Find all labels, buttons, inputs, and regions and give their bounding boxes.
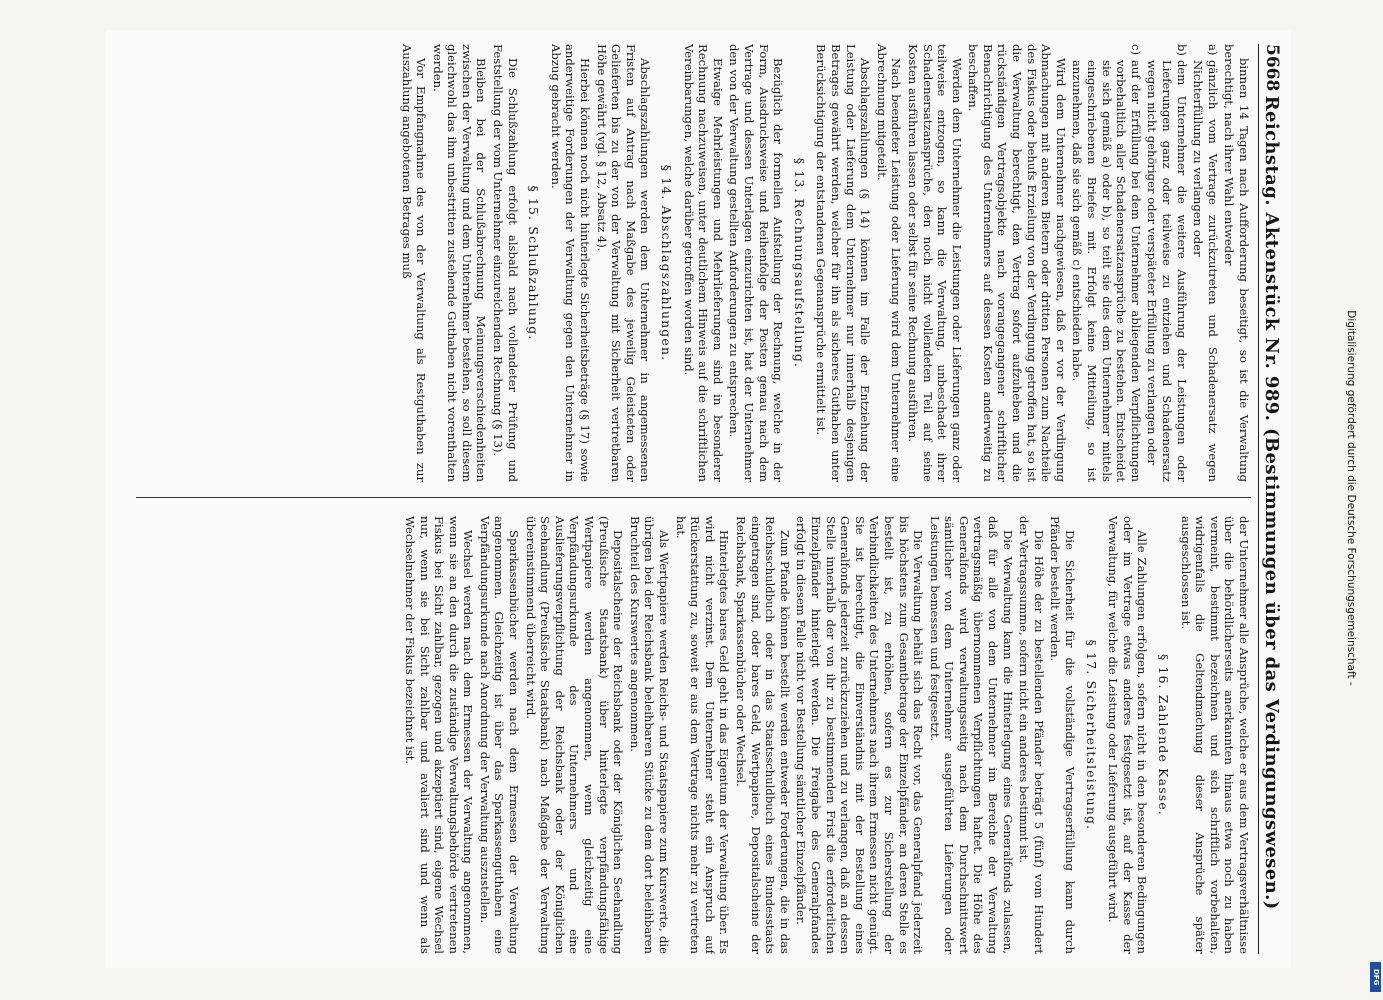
- section-heading-16: § 16. Zahlende Kasse.: [1156, 653, 1172, 817]
- right-column: [116, 516, 1251, 954]
- paragraph: Alle Zahlungen erfolgen, sofern nicht in den besonderen Bedingungen oder im Vertrage etwas anderes festgesetzt ist, auf der Kasse der Verwaltung, für welche die Leistung oder Lieferung ausgeführt wird.: [1106, 516, 1150, 954]
- list-item-text: gänzlich vom Vertrage zurückzutreten und Schadenersatz wegen Nichterfüllung zu verlangen oder: [1191, 60, 1220, 482]
- paragraph: binnen 14 Tagen nach Aufforderung beseitigt, so ist die Verwaltung berechtigt, nach ihrer Wahl entweder: [1222, 44, 1251, 482]
- digitization-note-text: Digitalisierung gefördert durch die Deutsche Forschungsgemeinschaft -: [1345, 310, 1357, 686]
- paragraph: Etwaige Mehrleistungen und Mehrlieferungen sind in besonderer Rechnung nachzuweisen, unter deutlichem Hinweis auf die schriftlichen Vereinbarungen, welche darüber getroffen worden sind.: [681, 44, 725, 482]
- section-heading-13: § 13. Rechnungsaufstellung.: [791, 157, 807, 369]
- paragraph: Die Schlußzahlung erfolgt alsbald nach vollendeter Prüfung und Feststellung der vom Unternehmer einzureichenden Rechnung (§ 13).: [491, 44, 520, 482]
- paragraph: Sparkassenbücher werden nach dem Ermessen der Verwaltung angenommen. Gleichzeitig ist über das Sparkassenguthaben eine Verpfändungsurkunde nach Anordnung der Verwaltung auszustellen.: [477, 516, 522, 954]
- section-heading-15: § 15. Schlußzahlung.: [526, 185, 542, 341]
- list-item-text: auf der Erfüllung bei dem Unternehmer abliegenden Verpflichtungen vorbehaltlich aller Schadenersatzansprüche zu bestehen. Entscheidet sie sich gemäß a) oder b), so teilt sie dies dem Unternehmer mittels eingeschriebenen Briefes mit. Erfolgt keine Mitteilung, so ist anzunehmen, daß sie sich gemäß c) entschieden habe.: [1070, 60, 1143, 482]
- scanned-page: [106, 30, 1291, 968]
- section-heading-17: § 17. Sicherheitsleistung.: [1083, 639, 1099, 831]
- paragraph: Hierbei können noch nicht hinterlegte Sicherheitsbeträge (§ 17) sowie anderweitige Forderungen der Verwaltung gegen den Unternehmer in Abzug gebracht werden.: [548, 44, 593, 482]
- paragraph: Zum Pfande können bestellt werden entweder Forderungen, die in das Reichsschuldbuch oder in das Staatsschuldbuch eines Bundesstaats eingetragen sind, oder bares Geld, Wertpapiere, Depositalscheine der Reichsbank, Sparkassenbücher oder Wechsel.: [734, 516, 792, 954]
- paragraph: Werden dem Unternehmer die Leistungen oder Lieferungen ganz oder teilweise entzogen, so kann die Verwaltung, unbeschadet ihrer Schadenersatzansprüche, den noch nicht vollendeten Teil auf seine Kosten ausführen lassen oder selbst für seine Rechnung ausführen.: [905, 44, 964, 482]
- paragraph: Abschlagszahlungen werden dem Unternehmer in angemessenen Fristen auf Antrag nach Maßgabe des jeweilig Geleisteten oder Gelieferten bis zu der von der Verwaltung mit Sicherheit vertretbaren Höhe gewährt (vgl. § 12, Absatz 4).: [594, 44, 653, 482]
- paragraph: Nach beendeter Leistung oder Lieferung wird dem Unternehmer eine Abrechnung mitgeteilt.: [874, 44, 904, 482]
- paragraph: Wird dem Unternehmer nachgewiesen, daß er vor der Verdingung Abmachungen mit anderen Bietern oder dritten Personen zum Nachteile des Fiskus oder behufs Erzielung von der Verdingung getroffen hat, so ist die Verwaltung berechtigt, den Vertrag sofort aufzuheben und die rückständigen Vertragsobjekte nach vorangegangener schriftlicher Benachrichtigung des Unternehmers auf dessen Kosten anderweitig zu beschaffen.: [966, 44, 1068, 482]
- paragraph: der Unternehmer alle Ansprüche, welche er aus dem Vertragsverhältnisse über die behördlicherseits anerkannten hinaus etwa noch zu haben vermeint, bestimmt bezeichnen und sich schriftlich vorbehalten, widrigenfalls die Geltendmachung dieser Ansprüche später ausgeschlossen ist.: [1178, 516, 1251, 954]
- dfg-logo: DFG: [1370, 962, 1381, 992]
- list-item-text: dem Unternehmer die weitere Ausführung der Leistungen oder Lieferungen ganz oder teilweise zu entziehen und Schadenersatz wegen nicht gehöriger oder verspäteter Erfüllung zu verlangen oder: [1145, 60, 1189, 482]
- paragraph: Hinterlegtes bares Geld geht in das Eigentum der Verwaltung über. Es wird nicht verzinst. Dem Unternehmer steht ein Anspruch auf Rückerstattung zu, soweit er aus dem Vertrage nichts mehr zu vertreten hat.: [673, 516, 732, 954]
- paragraph: Depositalscheine der Reichsbank oder der Königlichen Seehandlung (Preußische Staatsbank) über hinterlegte verpfändungsfähige Wertpapiere werden angenommen, wenn gleichzeitig eine Verpfändungsurkunde des Unternehmers und eine Auslieferungsverpflichtung der Reichsbank oder der Königlichen Seehandlung (Preußische Staatsbank) nach Maßgabe der Verwaltung übereinstimmend überreicht wird.: [523, 516, 626, 954]
- paragraph: Bleiben bei der Schlußabrechnung Meinungsverschiedenheiten zwischen der Verwaltung und dem Unternehmer bestehen, so soll diesem gleichwohl das ihm unbestritten zustehende Guthaben nicht vorenthalten werden.: [430, 44, 489, 482]
- paragraph: Vor Empfangnahme des von der Verwaltung als Restguthaben zur Auszahlung angebotenen Betrages muß: [399, 44, 429, 482]
- paragraph: Bezüglich der formellen Aufstellung der Rechnung, welche in der Form, Ausdrucksweise und Reihenfolge der Posten genau nach dem Vertrage und dessen Unterlagen einzurichten ist, hat der Unternehmer den von der Verwaltung gestellten Anforderungen zu entsprechen.: [727, 44, 786, 482]
- paragraph: Die Verwaltung behält sich das Recht vor, das Generalpfand jederzeit bis höchstens zum Gesamtbetrage der Einzelpfänder, an deren Stelle es bestellt ist, zu erhöhen, sofern es zur Sicherstellung der Verbindlichkeiten des Unternehmers nach ihrem Ermessen nicht genügt. Sie ist berechtigt, die Einverständnis mit der Bestellung eines Generalfonds jederzeit zurückzuziehen und zu verlangen, daß an dessen Stelle innerhalb der von ihr zu bestimmenden Frist die erforderlichen Einzelpfänder hinterlegt werden. Die Freigabe des Generalpfandes erfolgt in diesem Falle nicht vor Bestellung sämtlicher Einzelpfänder.: [794, 516, 926, 954]
- paragraph: Als Wertpapiere werden Reichs- und Staatspapiere zum Kurswerte, die übrigen bei der Reichsbank beleihbaren Stücke zu dem dort beleihbaren Bruchteil des Kurswertes angenommen.: [627, 516, 672, 954]
- section-heading-14: § 14. Abschlagszahlungen.: [659, 164, 675, 362]
- page-title: Reichstag. Aktenstück Nr. 989. (Bestimmungen über das Verdingungswesen.): [1261, 95, 1283, 910]
- list-item-c: c) auf der Erfüllung bei dem Unternehmer abliegenden Verpflichtungen vorbehaltlich aller Schadenersatzansprüche zu bestehen. Entscheidet sie sich gemäß a) oder b), so teilt sie dies dem Unternehmer mittels eingeschriebenen Briefes mit. Erfolgt keine Mitteilung, so ist anzunehmen, daß sie sich gemäß c) entschieden habe.: [1070, 44, 1143, 482]
- digitization-note: [1337, 18, 1365, 978]
- paragraph: Die Höhe der zu bestellenden Pfänder beträgt 5 (fünf) vom Hundert der Vertragssumme, sofern nicht ein anderes bestimmt ist.: [1017, 516, 1046, 954]
- list-item-a: a) gänzlich vom Vertrage zurückzutreten und Schadenersatz wegen Nichterfüllung zu verlangen oder: [1191, 44, 1220, 482]
- list-item-b: b) dem Unternehmer die weitere Ausführung der Leistungen oder Lieferungen ganz oder teilweise zu entziehen und Schadenersatz wegen nicht gehöriger oder verspäteter Erfüllung zu verlangen oder: [1145, 44, 1189, 482]
- paragraph: Wechsel werden nach dem Ermessen der Verwaltung angenommen, wenn sie an den durch die zuständige Verwaltungsbehörde vertretenen Fiskus bei Sicht zahlbar, gezogen und akzeptiert sind, eigene Wechsel nur, wenn sie bei Sicht zahlbar und avaliert sind und wenn als Wechselnehmer der Fiskus bezeichnet ist.: [402, 516, 476, 954]
- page-number: 5668: [1262, 44, 1282, 92]
- running-head: [1258, 44, 1285, 954]
- paragraph: Die Sicherheit für die vollständige Vertragserfüllung kann durch Pfänder bestellt werden.: [1048, 516, 1078, 954]
- page-content: [106, 30, 1291, 968]
- column-divider: [136, 497, 1251, 498]
- paragraph: Die Verwaltung kann die Hinterlegung eines Generalfonds zulassen, daß für alle von dem Unternehmer im Bereiche der Verwaltung vertragsmäßig übernommenen Verpflichtungen haftet. Die Höhe des Generalfonds wird verwaltungsseitig nach dem Durchschnittswert sämtlicher von dem Unternehmer ausgeführten Lieferungen oder Leistungen bemessen und festgesetzt.: [927, 516, 1015, 954]
- paragraph: Abschlagszahlungen (§ 14) können im Falle der Entziehung der Leistung oder Lieferung dem Unternehmer nur innerhalb desjenigen Betrages gewährt werden, welcher für ihn als sicheres Guthaben unter Berücksichtigung der entstandenen Gegenansprüche ermittelt ist.: [814, 44, 873, 482]
- left-column: [116, 44, 1251, 482]
